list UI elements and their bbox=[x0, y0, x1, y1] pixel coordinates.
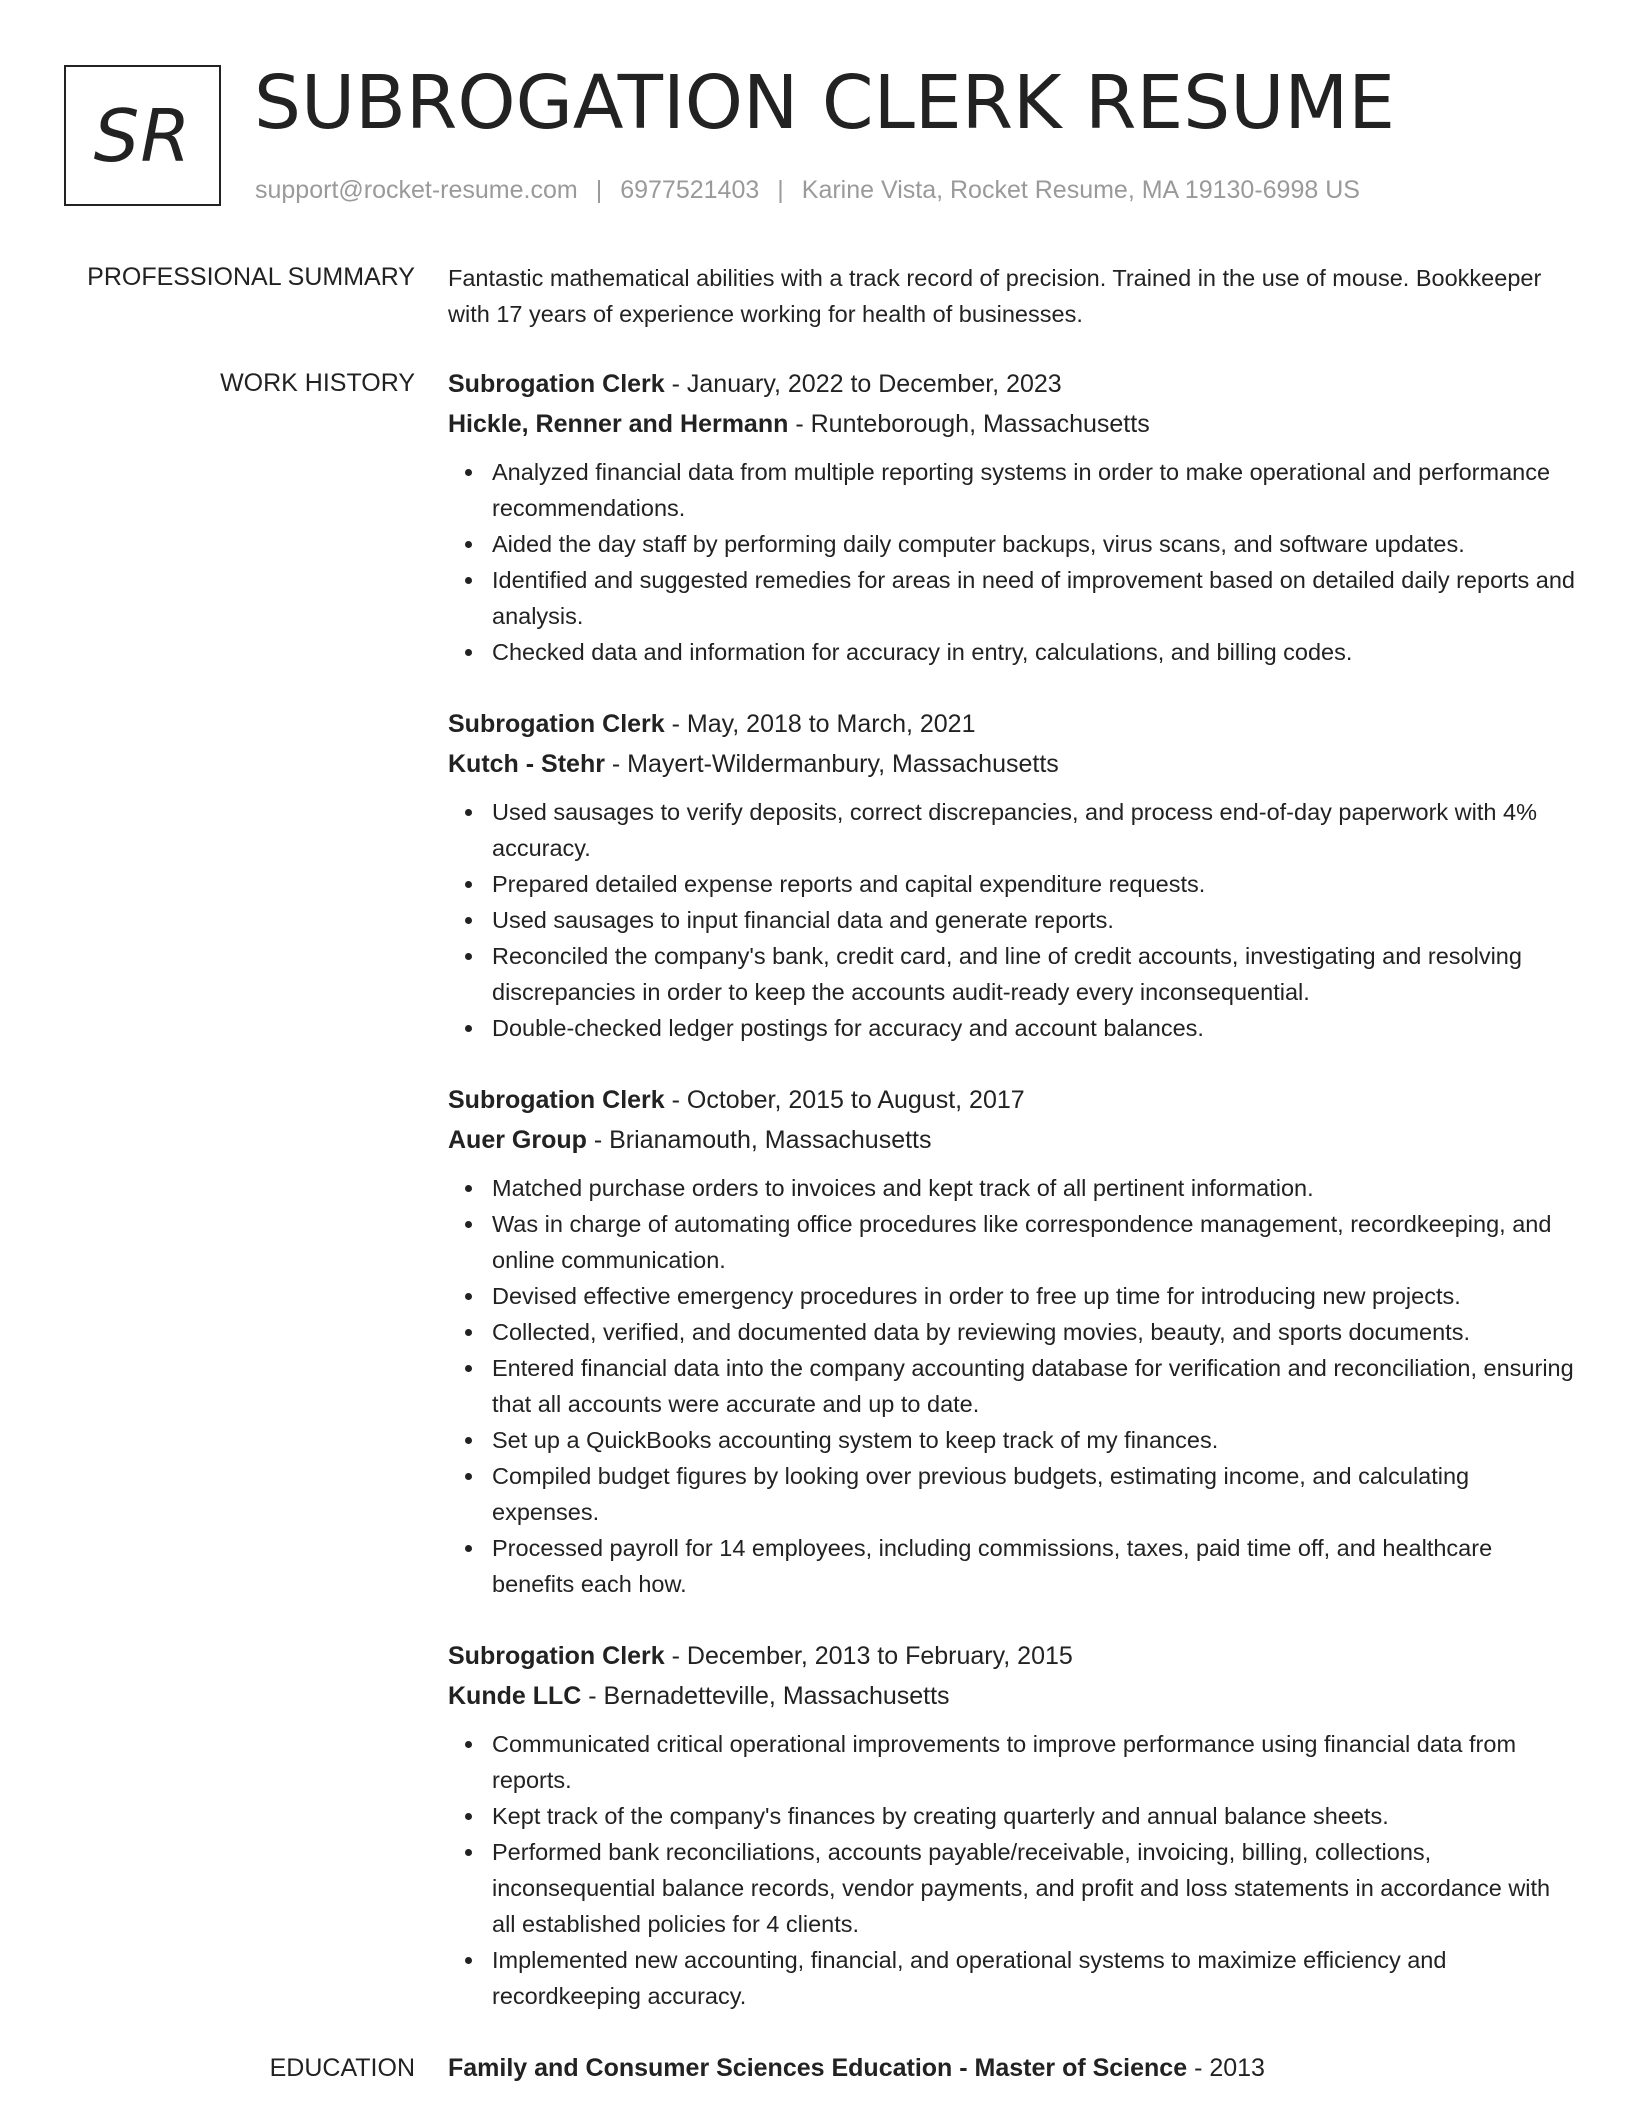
education-degree-line bbox=[448, 2048, 1578, 2088]
job-bullet: Devised effective emergency procedures in order to free up time for introducing new projects. bbox=[448, 1278, 1578, 1314]
job-location: - Bernadetteville, Massachusetts bbox=[581, 1682, 950, 1710]
job-bullet: Used sausages to verify deposits, correct discrepancies, and process end-of-day paperwork with 4% accuracy. bbox=[448, 794, 1578, 866]
job-bullet: Implemented new accounting, financial, and operational systems to maximize efficiency and recordkeeping accuracy. bbox=[448, 1942, 1578, 2014]
job-bullet: Analyzed financial data from multiple reporting systems in order to make operational and performance recommendations. bbox=[448, 454, 1578, 526]
job-bullet: Communicated critical operational improvements to improve performance using financial data from reports. bbox=[448, 1726, 1578, 1798]
job-title: Subrogation Clerk bbox=[448, 1086, 665, 1114]
job-bullet: Reconciled the company's bank, credit card, and line of credit accounts, investigating and resolving discrepancies in order to keep the accounts audit-ready every inconsequential. bbox=[448, 938, 1578, 1010]
contact-email[interactable]: support@rocket-resume.com bbox=[255, 176, 578, 204]
job-location: - Mayert-Wildermanbury, Massachusetts bbox=[604, 750, 1059, 778]
education-entry bbox=[448, 2048, 1578, 2088]
job-bullet: Double-checked ledger postings for accuracy and account balances. bbox=[448, 1010, 1578, 1046]
contact-phone[interactable]: 6977521403 bbox=[620, 176, 760, 204]
job-company: Auer Group bbox=[448, 1126, 587, 1154]
job-bullet: Kept track of the company's finances by creating quarterly and annual balance sheets. bbox=[448, 1798, 1578, 1834]
job-bullet: Prepared detailed expense reports and capital expenditure requests. bbox=[448, 866, 1578, 902]
job-bullet: Processed payroll for 14 employees, including commissions, taxes, paid time off, and healthcare benefits each how. bbox=[448, 1530, 1578, 1602]
job-company: Kutch - Stehr bbox=[448, 750, 605, 778]
job-bullet: Entered financial data into the company accounting database for verification and reconciliation, ensuring that all accounts were accurate and up to date. bbox=[448, 1350, 1578, 1422]
job-dates: - May, 2018 to March, 2021 bbox=[664, 710, 976, 738]
job-bullet: Checked data and information for accuracy in entry, calculations, and billing codes. bbox=[448, 634, 1578, 670]
resume-title: SUBROGATION CLERK RESUME bbox=[254, 60, 1395, 146]
contact-line bbox=[255, 173, 1360, 207]
job-bullets bbox=[448, 454, 1578, 670]
job-title-line bbox=[448, 1080, 1578, 1120]
contact-address: Karine Vista, Rocket Resume, MA 19130-6998 US bbox=[801, 176, 1360, 204]
job-bullet: Identified and suggested remedies for areas in need of improvement based on detailed daily reports and analysis. bbox=[448, 562, 1578, 634]
summary-label: PROFESSIONAL SUMMARY bbox=[87, 263, 415, 291]
work-history-body bbox=[448, 364, 1578, 2122]
job-location: - Brianamouth, Massachusetts bbox=[586, 1126, 932, 1154]
education-degree: Family and Consumer Sciences Education - Master of Science bbox=[448, 2054, 1188, 2082]
job-bullets bbox=[448, 1170, 1578, 1602]
job-bullet: Matched purchase orders to invoices and kept track of all pertinent information. bbox=[448, 1170, 1578, 1206]
education-label: EDUCATION bbox=[269, 2054, 415, 2082]
job-bullets bbox=[448, 1726, 1578, 2014]
education-year: - 2013 bbox=[1187, 2054, 1265, 2082]
job-entry bbox=[448, 704, 1578, 1046]
contact-separator: | bbox=[777, 176, 784, 204]
monogram-badge bbox=[64, 65, 221, 206]
job-company: Hickle, Renner and Hermann bbox=[448, 410, 789, 438]
summary-text: Fantastic mathematical abilities with a track record of precision. Trained in the use of mouse. Bookkeeper with 17 years of experience working for health of businesses. bbox=[448, 265, 1542, 327]
job-title: Subrogation Clerk bbox=[448, 1642, 665, 1670]
job-entry bbox=[448, 1636, 1578, 2014]
job-company-line bbox=[448, 404, 1578, 444]
job-location: - Runteborough, Massachusetts bbox=[788, 410, 1150, 438]
work-history-label: WORK HISTORY bbox=[220, 369, 415, 397]
job-bullet: Used sausages to input financial data and generate reports. bbox=[448, 902, 1578, 938]
job-bullet: Was in charge of automating office procedures like correspondence management, recordkeeping, and online communication. bbox=[448, 1206, 1578, 1278]
job-bullet: Aided the day staff by performing daily computer backups, virus scans, and software updates. bbox=[448, 526, 1578, 562]
job-bullet: Performed bank reconciliations, accounts payable/receivable, invoicing, billing, collections, inconsequential balance records, vendor payments, and profit and loss statements in accordance with all established policies for 4 clients. bbox=[448, 1834, 1578, 1942]
contact-separator: | bbox=[595, 176, 603, 204]
monogram-initials: SR bbox=[93, 93, 192, 178]
job-company-line bbox=[448, 1676, 1578, 1716]
job-entry bbox=[448, 364, 1578, 670]
job-bullet: Collected, verified, and documented data by reviewing movies, beauty, and sports documents. bbox=[448, 1314, 1578, 1350]
summary-body bbox=[448, 260, 1578, 332]
job-bullet: Compiled budget figures by looking over previous budgets, estimating income, and calculating expenses. bbox=[448, 1458, 1578, 1530]
job-dates: - December, 2013 to February, 2015 bbox=[664, 1642, 1073, 1670]
job-company: Kunde LLC bbox=[448, 1682, 582, 1710]
job-dates: - January, 2022 to December, 2023 bbox=[664, 370, 1062, 398]
job-entry bbox=[448, 1080, 1578, 1602]
job-company-line bbox=[448, 1120, 1578, 1160]
job-dates: - October, 2015 to August, 2017 bbox=[664, 1086, 1025, 1114]
job-bullet: Set up a QuickBooks accounting system to keep track of my finances. bbox=[448, 1422, 1578, 1458]
job-title: Subrogation Clerk bbox=[448, 370, 665, 398]
job-title: Subrogation Clerk bbox=[448, 710, 665, 738]
job-title-line bbox=[448, 364, 1578, 404]
job-title-line bbox=[448, 1636, 1578, 1676]
job-title-line bbox=[448, 704, 1578, 744]
job-bullets bbox=[448, 794, 1578, 1046]
job-company-line bbox=[448, 744, 1578, 784]
